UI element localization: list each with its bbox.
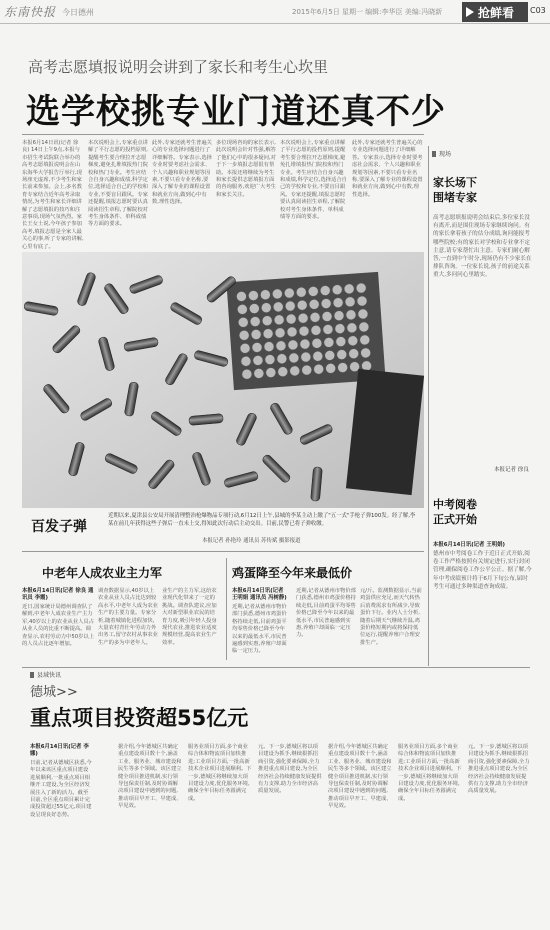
sidebar-title-line-1: 家长场下 bbox=[433, 176, 477, 189]
bullets-photo bbox=[22, 252, 424, 508]
farm-column-2: 调查数据显示,40岁以上农业从业人员占比达到较高水平,中老年人成为农业生产的主要力量。专家分析,随着城镇化进程加快,大量农村青壮年劳动力外出务工,留守农村从事农业生产的多为中老年人。 bbox=[98, 588, 158, 646]
egg-column-2: 近期,记者从德州市物价部门获悉,德州市鸡蛋价格持续走低,目前鸡蛋平均零售价格已降至今年以来的最低水平,市民普遍感到实惠,养殖户却面临一定压力。 bbox=[296, 588, 356, 639]
lead-column-5: 本次说明会上,专家重点讲解了平行志愿的投档原则,提醒考生要合理拉开志愿梯度,避免扎堆填报热门院校和热门专业。考生应结合自身兴趣和成绩,科学定位,选择适合自己的学校和专业,不要盲目跟风。专家还提醒,填报志愿时要认真阅读招生章程,了解院校对考生身体条件、单科成绩等方面的要求。 bbox=[280, 140, 347, 221]
section-label: 今日德州 bbox=[62, 8, 94, 17]
divider bbox=[22, 134, 424, 135]
bottom-column-6: 服务业项目方面,多个商业综合体和物流项目加快推进;工业项目方面,一批高新技术企业项目进展顺利。下一步,德城区将继续加大项目建设力度,优化服务环境,确保全年目标任务圆满完成。 bbox=[398, 744, 462, 802]
lead-column-3: 此外,专家还就考生普遍关心的专业选择问题进行了详细解答。专家表示,选择专业时要考虑社会需求、个人兴趣和职业规划等因素,不要只看专业名称,要深入了解专业的课程设置和就业方向,做到心中有数,理性选择。 bbox=[152, 140, 212, 206]
bottom-headline: 重点项目投资超55亿元 bbox=[30, 706, 249, 730]
farm-story-dateline: 本报6月14日讯(记者 徐良 通讯员 李霞) bbox=[22, 588, 94, 602]
sidebar-title-line-2: 围堵专家 bbox=[433, 191, 477, 204]
bottom-column-2: 据介绍,今年德城区共确定重点建设项目数十个,涵盖工业、服务业、城市建设和民生等多个领域。该区建立健全项目推进机制,实行领导包保责任制,及时协调解决项目建设中遇到的问题,推动项目早开工、早建成、早见效。 bbox=[118, 744, 182, 810]
lead-column-1: 本报6月14日讯(记者 徐良) 14日上午9点,本报与市招生考试院联合举办的高考志愿填报说明会在山东海华大学报告厅举行,现场座无虚席,不少考生和家长前来参加。会上,多名教育专家结合近年高考录取情况,为考生和家长详细讲解了志愿填报的技巧和注意事项,现场气氛热烈。家长王女士说,今年孩子参加高考,填报志愿是全家人最关心的事,听了专家的讲解,心里有底了。 bbox=[22, 140, 84, 250]
egg-story-title: 鸡蛋降至今年来最低价 bbox=[232, 566, 353, 580]
farm-story-title: 中老年人成农业主力军 bbox=[42, 566, 163, 580]
photo-byline: 本报记者 孙艳玲 通讯员 苏传斌 摄影报道 bbox=[202, 538, 301, 544]
egg-story-dateline: 本报6月14日讯(记者 王明娟 通讯员 冯树静) bbox=[232, 588, 287, 602]
lead-column-2: 本次说明会上,专家重点讲解了平行志愿的投档原则,提醒考生要合理拉开志愿梯度,避免扎堆填报热门院校和热门专业。考生应结合自身兴趣和成绩,科学定位,选择适合自己的学校和专业,不要盲目跟风。专家还提醒,填报志愿时要认真阅读招生章程,了解院校对考生身体条件、单科成绩等方面的要求。 bbox=[88, 140, 148, 228]
sidebar-tag: 现场 bbox=[432, 149, 451, 158]
bottom-column-3: 服务业项目方面,多个商业综合体和物流项目加快推进;工业项目方面,一批高新技术企业项目进展顺利。下一步,德城区将继续加大项目建设力度,优化服务环境,确保全年目标任务圆满完成。 bbox=[188, 744, 252, 802]
bottom-column-4: 元。下一步,德城区将以项目建设为抓手,继续狠抓招商引资,强化要素保障,全力推进重点项目建设,为全区经济社会持续健康发展提供有力支撑,助力全市经济高质量发展。 bbox=[258, 744, 322, 795]
lead-kicker: 高考志愿填报说明会讲到了家长和考生心坎里 bbox=[28, 58, 329, 76]
bullets-photo-image bbox=[22, 252, 424, 508]
sidebar-title-2 bbox=[433, 497, 477, 527]
sidebar-body-2: 德州市中考阅卷工作于近日正式开始,阅卷工作严格按照有关规定进行,实行封闭管理,确保阅卷工作公平公正。据了解,今年中考成绩预计将于6月下旬公布,届时考生可通过多种渠道查询成绩。 bbox=[433, 551, 532, 590]
photo-caption: 近期以来,夏津县公安局开展清理整治枪爆物品专项行动,6月12日上午,县城的李某主动上缴了"五一式"手枪子弹100发。经了解,李某在前几年获得这些子弹后一直未上交,得知此次行动后主动交出。目前,民警已将子弹收缴。 bbox=[108, 513, 416, 528]
divider bbox=[22, 551, 424, 552]
farm-column-3: 业生产的主力军,这给农业现代化带来了一定的挑战。调查队建议,应加大对新型职业农民的培育力度,吸引年轻人投身现代农业,推进农业适度规模经营,提高农业生产效率。 bbox=[162, 588, 217, 646]
sidebar-byline: 本报记者 徐良 bbox=[494, 467, 529, 473]
section-badge-label: 抢鲜看 bbox=[478, 6, 515, 20]
farm-column-1: 近日,国家统计局德州调查队了解到,中老年人成农业生产主力军,40岁以上的农业从业人员占从业人员的比重不断提高。调查显示,农村劳动力中50岁以上的人员占比逐年增加。 bbox=[22, 604, 94, 648]
bottom-column-5: 据介绍,今年德城区共确定重点建设项目数十个,涵盖工业、服务业、城市建设和民生等多个领域。该区建立健全项目推进机制,实行领导包保责任制,及时协调解决项目建设中遇到的问题,推动项目早开工、早建成、早见效。 bbox=[328, 744, 392, 810]
sidebar-divider bbox=[428, 146, 429, 666]
divider bbox=[226, 558, 227, 660]
lead-headline: 选学校挑专业门道还真不少 bbox=[26, 92, 446, 132]
sidebar-title-2-line-2: 正式开始 bbox=[433, 513, 477, 526]
divider bbox=[22, 667, 530, 668]
bottom-region: 德城>> bbox=[30, 685, 78, 700]
sidebar-dateline-2: 本报6月14日讯(记者 王明娟) bbox=[433, 542, 505, 548]
issue-info: 2015年6月5日 星期一 编辑:李华臣 美编:冯晓新 bbox=[292, 8, 443, 16]
bottom-column-7: 元。下一步,德城区将以项目建设为抓手,继续狠抓招商引资,强化要素保障,全力推进重点项目建设,为全区经济社会持续健康发展提供有力支撑,助力全市经济高质量发展。 bbox=[468, 744, 530, 795]
page-header bbox=[0, 0, 550, 24]
lead-column-6: 此外,专家还就考生普遍关心的专业选择问题进行了详细解答。专家表示,选择专业时要考虑社会需求、个人兴趣和职业规划等因素,不要只看专业名称,要深入了解专业的课程设置和就业方向,做到心中有数,理性选择。 bbox=[352, 140, 423, 198]
sidebar-title-2-line-1: 中考阅卷 bbox=[433, 498, 477, 511]
bottom-dateline: 本报6月14日讯(记者 李娜) bbox=[30, 744, 89, 758]
egg-column-3: 元/斤。监测数据显示,当前鸡蛋供应充足,而天气转热后消费需求有所减少,导致蛋价下行。业内人士分析,随着后期天气继续升温,鸡蛋价格短期内或将保持低位运行,提醒养殖户合理安排生产。 bbox=[360, 588, 422, 646]
photo-story-title: 百发子弹 bbox=[31, 519, 87, 535]
egg-column-1: 近期,记者从德州市物价部门获悉,德州市鸡蛋价格持续走低,目前鸡蛋平均零售价格已降至今年以来的最低水平,市民普遍感到实惠,养殖户却面临一定压力。 bbox=[232, 604, 287, 655]
bottom-column-1: 日前,记者从德城区获悉,今年以来该区重点项目建设进展顺利,一批重点项目相继开工建设,为全区经济发展注入了新的活力。截至目前,全区重点项目累计完成投资超过55亿元,项目建设呈现良好态势。 bbox=[30, 760, 92, 818]
section-badge bbox=[462, 2, 528, 22]
page-code: C03 bbox=[530, 6, 546, 15]
sidebar-body: 高考志愿填报说明会结束后,多位家长没有离开,而是围住现场专家继续询问。有的家长拿着孩子的估分成绩,询问能报考哪些院校;有的家长对学校和专业拿不定主意,请专家帮忙出主意。专家们耐心解答,一直到中午时分,现场仍有不少家长在排队咨询。一位家长说,孩子的前途关系重大,多问问心里踏实。 bbox=[433, 215, 532, 279]
bottom-tag: 县域快讯 bbox=[30, 670, 61, 679]
lead-column-4: 多位现场咨询的家长表示,此次说明会针对性强,解答了他们心中的很多疑问,对于下一步填报志愿很有帮助。本报还将继续为考生和家长提供志愿填报方面的咨询服务,欢迎广大考生和家长关注。 bbox=[216, 140, 276, 198]
sidebar-title bbox=[433, 175, 477, 205]
masthead: 东南快报 bbox=[4, 5, 57, 19]
